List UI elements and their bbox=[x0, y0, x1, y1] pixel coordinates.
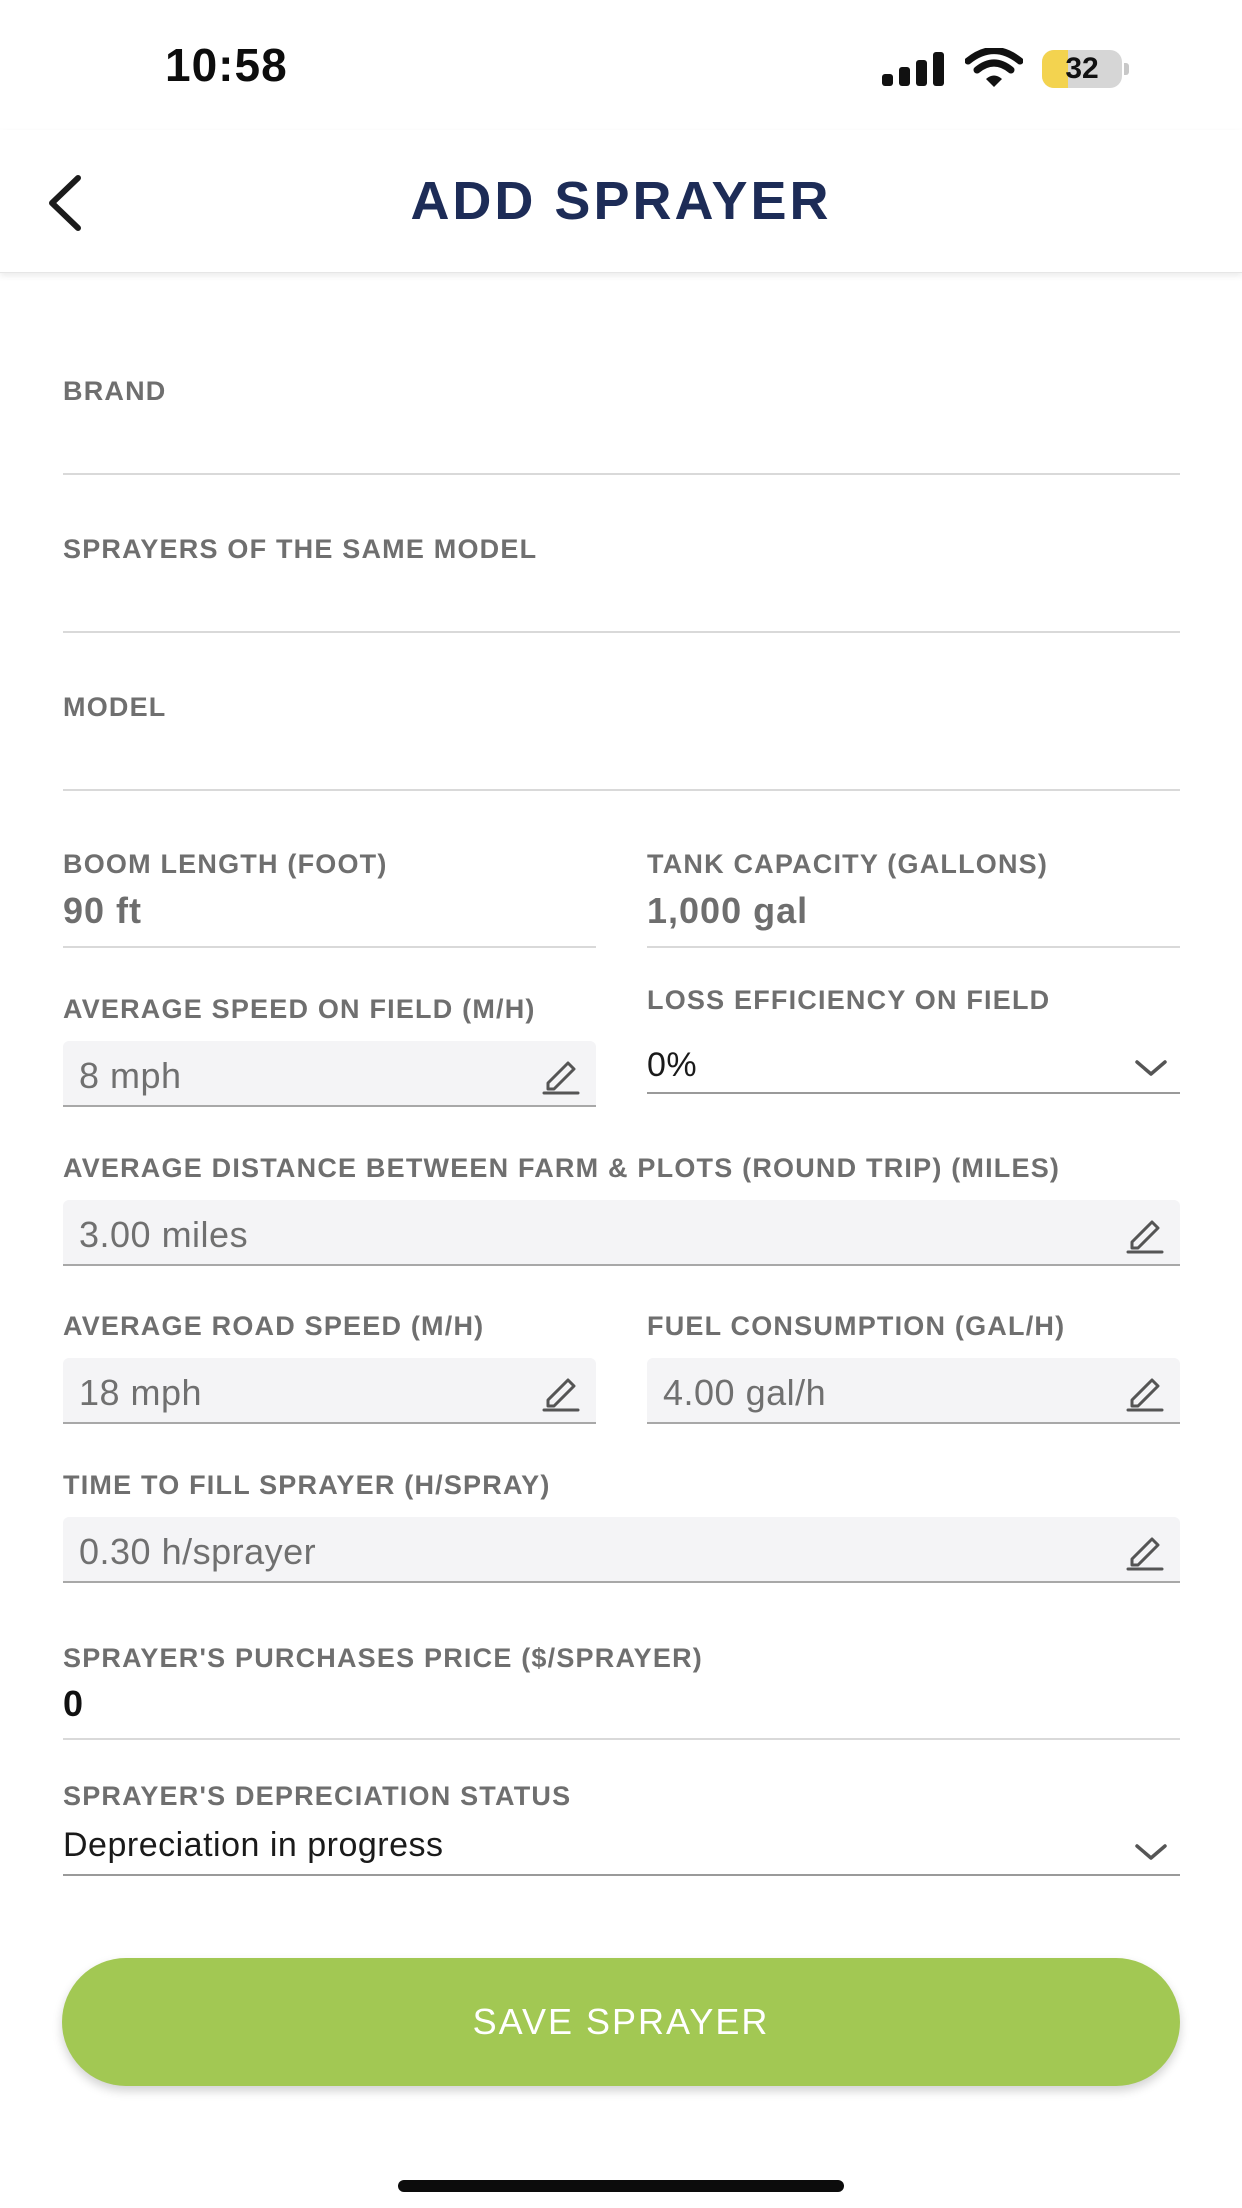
depreciation-status-underline bbox=[63, 1874, 1180, 1876]
tank-capacity-underline bbox=[647, 946, 1180, 948]
status-bar bbox=[0, 0, 1242, 130]
purchase-price-label: SPRAYER'S PURCHASES PRICE ($/SPRAYER) bbox=[63, 1643, 703, 1673]
chevron-down-icon bbox=[1134, 1842, 1168, 1862]
cellular-signal-icon bbox=[882, 52, 946, 86]
page-title: ADD SPRAYER bbox=[410, 171, 832, 231]
same-model-underline bbox=[63, 631, 1180, 633]
model-label: MODEL bbox=[63, 692, 167, 722]
avg-speed-field-label: AVERAGE SPEED ON FIELD (M/H) bbox=[63, 994, 536, 1024]
purchase-price-input[interactable]: 0 bbox=[63, 1683, 84, 1724]
chevron-down-icon bbox=[1134, 1058, 1168, 1078]
same-model-label: SPRAYERS OF THE SAME MODEL bbox=[63, 534, 538, 564]
brand-underline bbox=[63, 473, 1180, 475]
depreciation-status-select[interactable] bbox=[63, 1826, 1180, 1876]
avg-road-speed-value: 18 mph bbox=[79, 1372, 203, 1413]
avg-speed-field-input[interactable] bbox=[63, 1041, 596, 1107]
app-header bbox=[0, 130, 1242, 273]
pencil-icon[interactable] bbox=[540, 1053, 582, 1095]
brand-label: BRAND bbox=[63, 376, 167, 406]
time-to-fill-input[interactable] bbox=[63, 1517, 1180, 1583]
avg-distance-input[interactable] bbox=[63, 1200, 1180, 1266]
fuel-consumption-label: FUEL CONSUMPTION (GAL/H) bbox=[647, 1311, 1066, 1341]
wifi-icon bbox=[965, 48, 1023, 88]
boom-length-label: BOOM LENGTH (FOOT) bbox=[63, 849, 388, 879]
loss-efficiency-select[interactable] bbox=[647, 1044, 1180, 1094]
fuel-consumption-input[interactable] bbox=[647, 1358, 1180, 1424]
home-indicator bbox=[398, 2180, 844, 2192]
avg-speed-field-value: 8 mph bbox=[79, 1055, 182, 1096]
fuel-consumption-value: 4.00 gal/h bbox=[663, 1372, 827, 1413]
model-underline bbox=[63, 789, 1180, 791]
pencil-icon[interactable] bbox=[1124, 1370, 1166, 1412]
pencil-icon[interactable] bbox=[540, 1370, 582, 1412]
save-sprayer-button[interactable]: SAVE SPRAYER bbox=[62, 1958, 1180, 2086]
avg-distance-label: AVERAGE DISTANCE BETWEEN FARM & PLOTS (ROUND TRIP) (MILES) bbox=[63, 1153, 1061, 1183]
loss-efficiency-underline bbox=[647, 1092, 1180, 1094]
avg-distance-value: 3.00 miles bbox=[79, 1214, 249, 1255]
status-time: 10:58 bbox=[165, 39, 288, 91]
purchase-price-underline bbox=[63, 1738, 1180, 1740]
boom-length-input[interactable]: 90 ft bbox=[63, 890, 143, 931]
time-to-fill-label: TIME TO FILL SPRAYER (H/SPRAY) bbox=[63, 1470, 551, 1500]
depreciation-status-value: Depreciation in progress bbox=[63, 1826, 444, 1864]
avg-road-speed-label: AVERAGE ROAD SPEED (M/H) bbox=[63, 1311, 485, 1341]
avg-road-speed-input[interactable] bbox=[63, 1358, 596, 1424]
battery-icon bbox=[1042, 50, 1128, 88]
pencil-icon[interactable] bbox=[1124, 1529, 1166, 1571]
boom-length-underline bbox=[63, 946, 596, 948]
pencil-icon[interactable] bbox=[1124, 1212, 1166, 1254]
tank-capacity-input[interactable]: 1,000 gal bbox=[647, 890, 809, 931]
battery-level: 32 bbox=[1065, 52, 1099, 85]
tank-capacity-label: TANK CAPACITY (GALLONS) bbox=[647, 849, 1049, 879]
time-to-fill-value: 0.30 h/sprayer bbox=[79, 1531, 317, 1572]
loss-efficiency-label: LOSS EFFICIENCY ON FIELD bbox=[647, 985, 1051, 1015]
loss-efficiency-value: 0% bbox=[647, 1046, 698, 1084]
depreciation-status-label: SPRAYER'S DEPRECIATION STATUS bbox=[63, 1781, 572, 1811]
